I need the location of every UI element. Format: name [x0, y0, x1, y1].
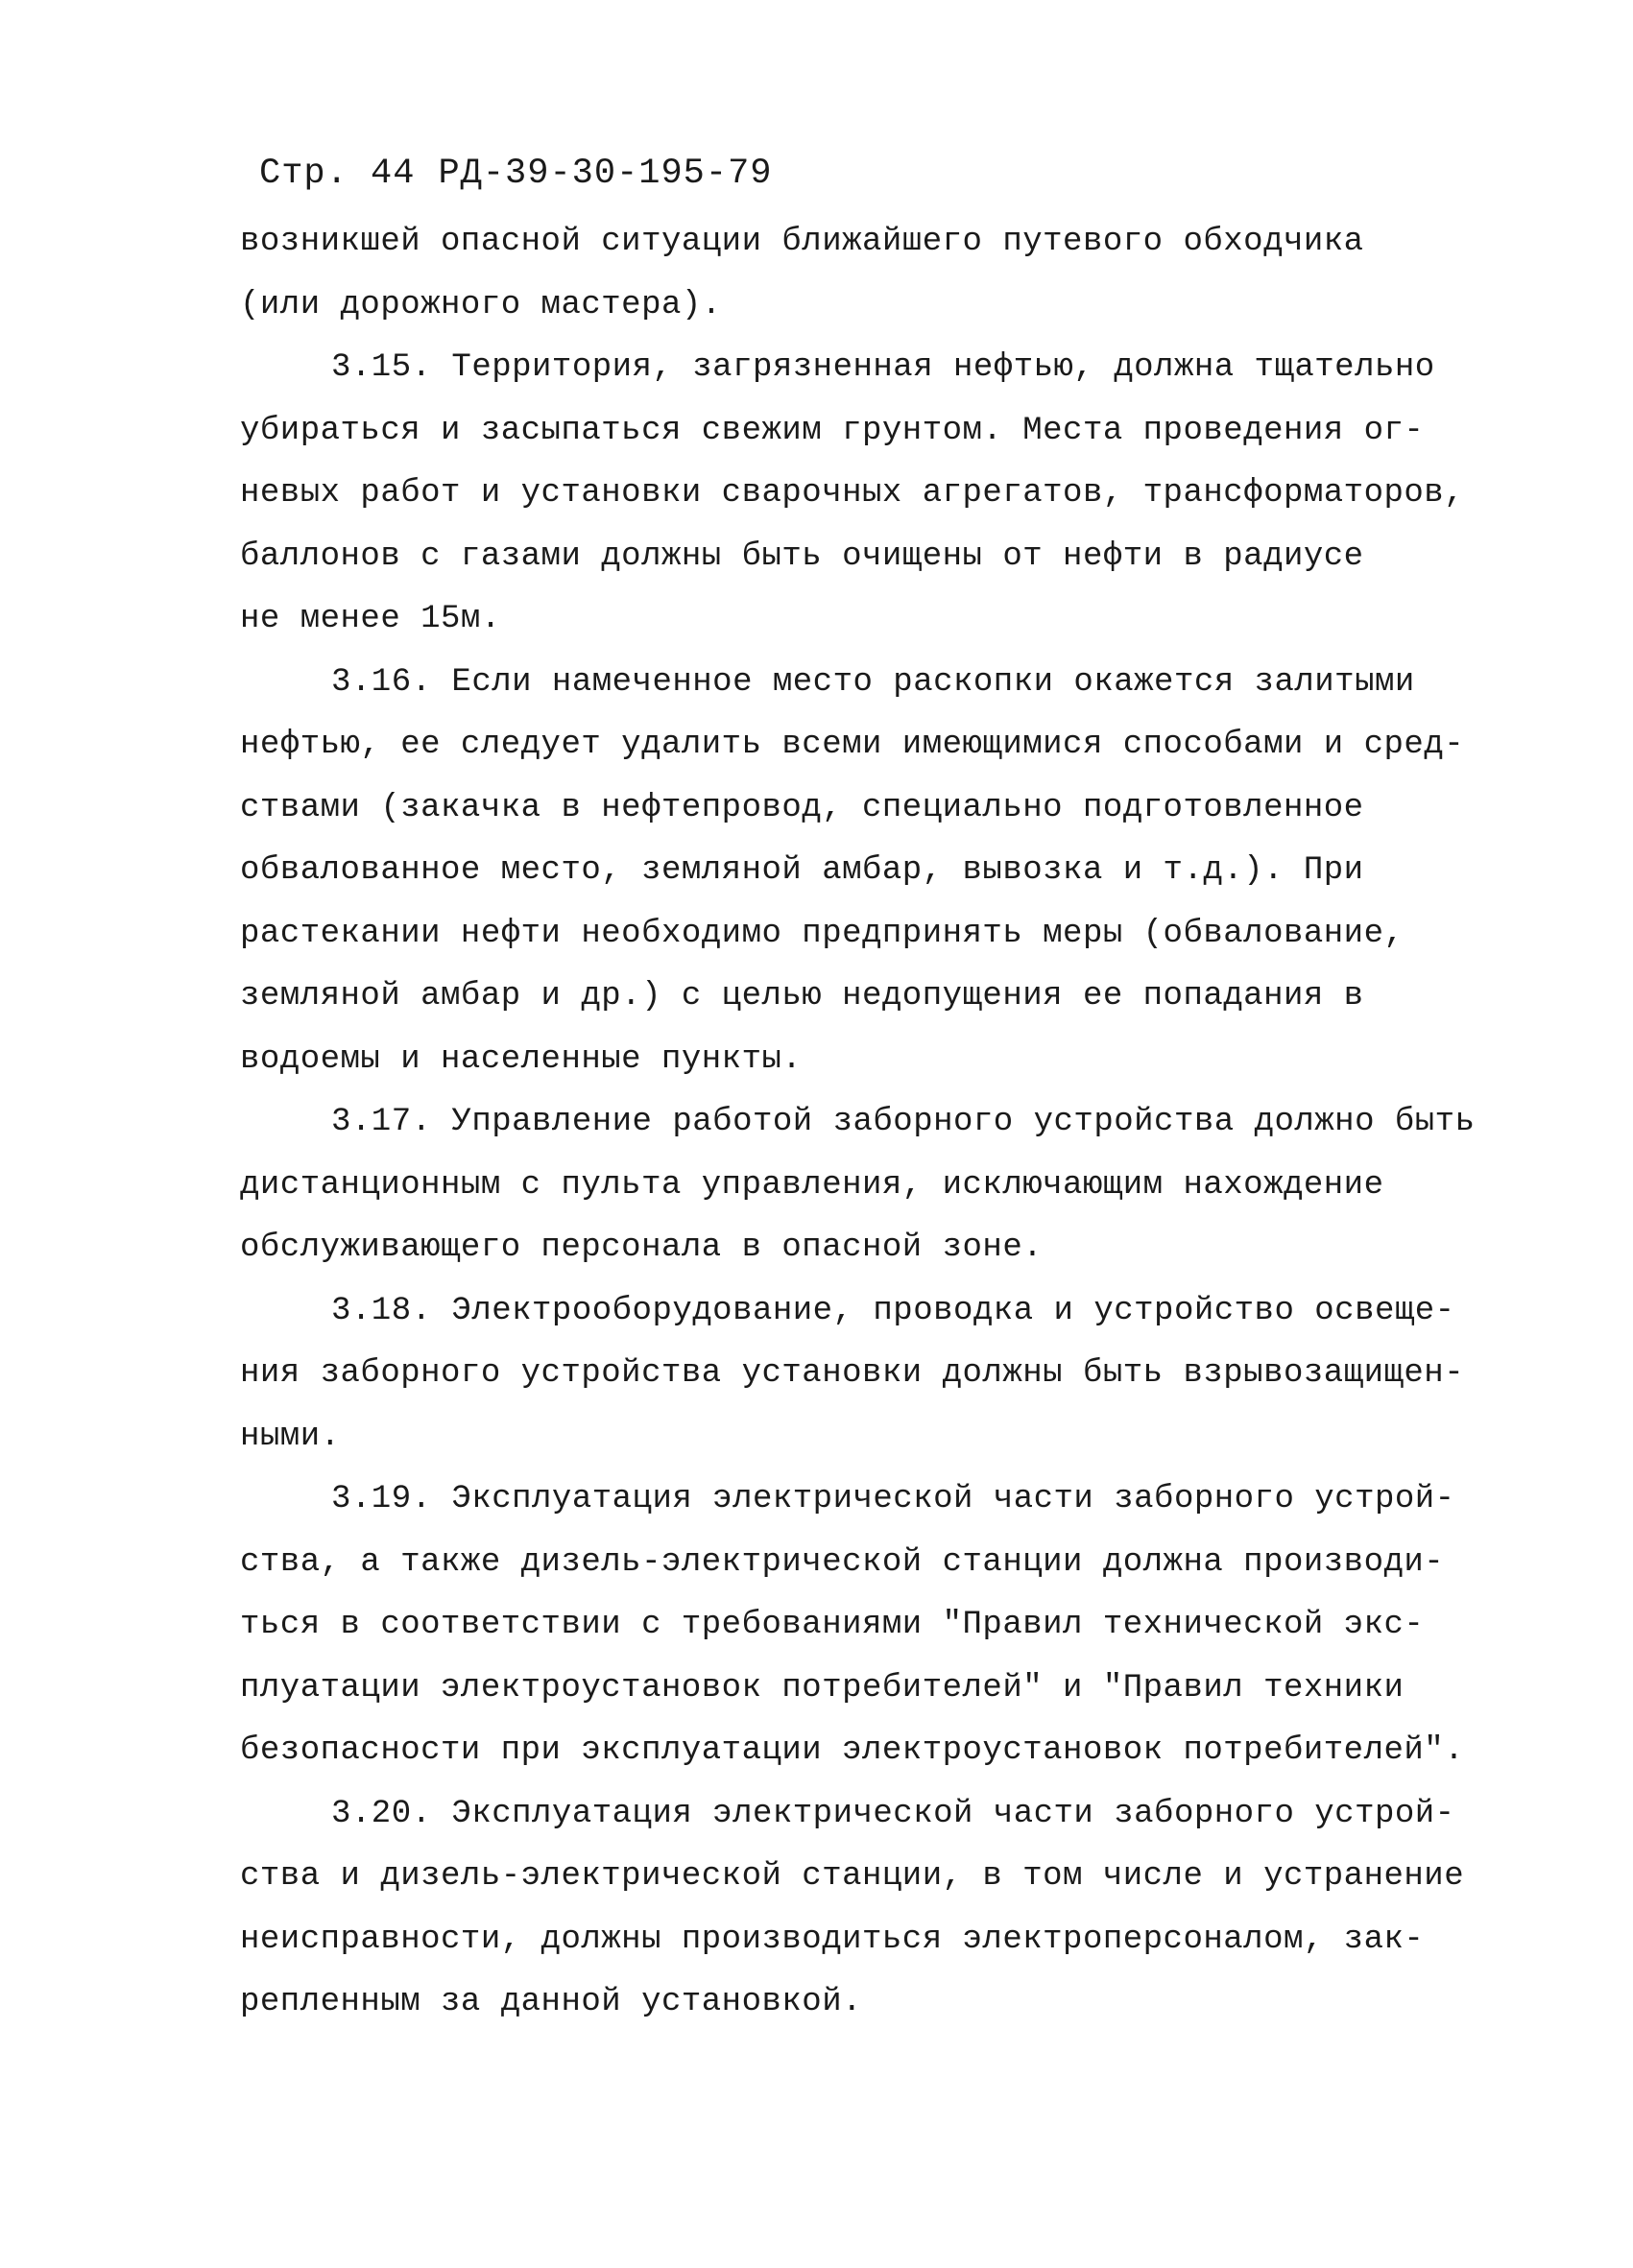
- text-line: обвалованное место, земляной амбар, вывозка и т.д.). При: [240, 852, 1364, 889]
- paragraph-3-19-start: 3.19. Эксплуатация электрической части заборного устрой-: [331, 1481, 1455, 1517]
- text-line: ными.: [240, 1418, 341, 1455]
- text-line: ния заборного устройства установки должны быть взрывозащищен-: [240, 1355, 1465, 1392]
- page-header: [259, 154, 796, 194]
- text-line: безопасности при эксплуатации электроустановок потребителей".: [240, 1732, 1465, 1769]
- page-label: Стр. 44: [259, 154, 416, 194]
- paragraph-3-17-start: 3.17. Управление работой заборного устройства должно быть: [331, 1104, 1476, 1140]
- paragraph-3-18-start: 3.18. Электрооборудование, проводка и устройство освеще-: [331, 1292, 1455, 1329]
- text-line: неисправности, должны производиться электроперсоналом, зак-: [240, 1921, 1425, 1958]
- paragraph-3-15-start: 3.15. Территория, загрязненная нефтью, должна тщательно: [331, 349, 1435, 386]
- text-line: возникшей опасной ситуации ближайшего путевого обходчика: [240, 224, 1364, 260]
- text-line: нефтью, ее следует удалить всеми имеющимися способами и сред-: [240, 727, 1465, 763]
- text-line: убираться и засыпаться свежим грунтом. Места проведения ог-: [240, 412, 1425, 449]
- paragraph-3-20-start: 3.20. Эксплуатация электрической части заборного устрой-: [331, 1795, 1455, 1832]
- text-line: невых работ и установки сварочных агрегатов, трансформаторов,: [240, 475, 1465, 512]
- document-body: [240, 211, 1476, 2035]
- text-line: водоемы и населенные пункты.: [240, 1040, 803, 1078]
- text-line: ства и дизель-электрической станции, в том числе и устранение: [240, 1858, 1465, 1895]
- text-line: плуатации электроустановок потребителей" и "Правил техники: [240, 1669, 1405, 1707]
- text-line: ства, а также дизель-электрической станции должна производи-: [240, 1543, 1445, 1581]
- text-line: дистанционным с пульта управления, исключающим нахождение: [240, 1166, 1384, 1204]
- text-line: не менее 15м.: [240, 601, 501, 637]
- text-line: растекании нефти необходимо предпринять меры (обвалование,: [240, 915, 1405, 952]
- text-line: ться в соответствии с требованиями "Правил технической экс-: [240, 1607, 1425, 1643]
- text-line: баллонов с газами должны быть очищены от нефти в радиусе: [240, 537, 1364, 575]
- text-line: ствами (закачка в нефтепровод, специально подготовленное: [240, 789, 1364, 826]
- text-line: обслуживающего персонала в опасной зоне.: [240, 1229, 1044, 1266]
- text-line: земляной амбар и др.) с целью недопущения ее попадания в: [240, 978, 1364, 1015]
- document-code: РД-39-30-195-79: [438, 154, 773, 194]
- text-line: (или дорожного мастера).: [240, 286, 722, 323]
- text-line: репленным за данной установкой.: [240, 1984, 863, 2020]
- paragraph-3-16-start: 3.16. Если намеченное место раскопки окажется залитыми: [331, 663, 1415, 701]
